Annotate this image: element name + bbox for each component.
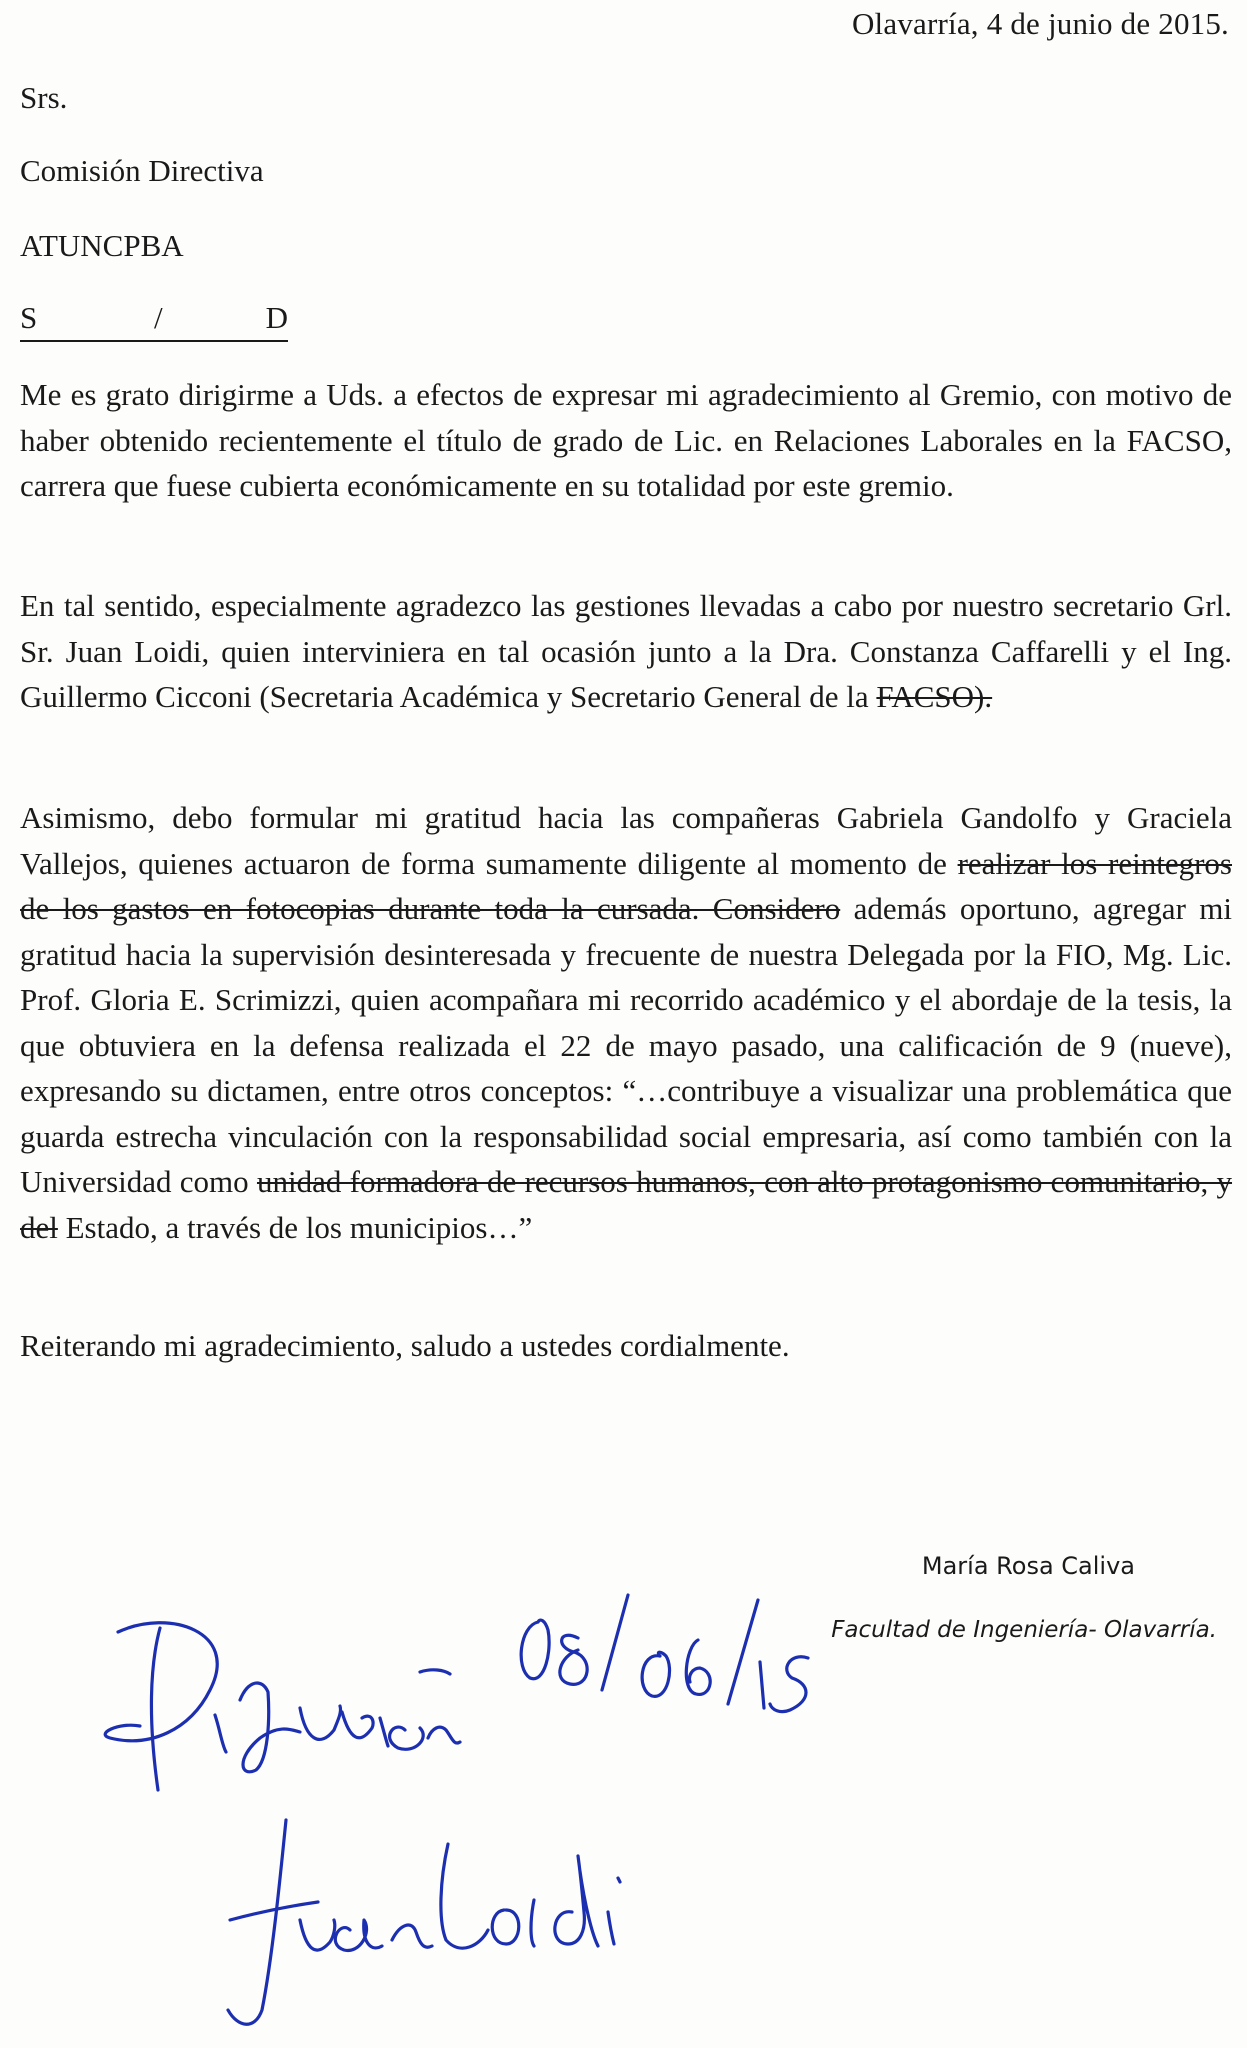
salutation: Srs. — [20, 80, 68, 115]
sd-d: D — [265, 300, 288, 335]
paragraph-3-text-c: Estado, a través de los municipios…” — [57, 1209, 533, 1245]
handwritten-difusion — [105, 1623, 460, 1790]
paragraph-3-struck-a: realizar los reintegros de los gastos en fotocopias durante toda la cursada. Considero — [20, 845, 1232, 926]
paragraph-3-struck-b: unidad formadora de recursos humanos, con alto protagonismo comunitario, y del — [20, 1164, 1233, 1245]
paragraph-3-text-a: Asimismo, debo formular mi gratitud hacia las compañeras Gabriela Gandolfo y Graciela Vallejos, quienes actuaron de forma sumamente diligente al momento de — [20, 800, 1232, 881]
letter-date: Olavarría, 4 de junio de 2015. — [851, 6, 1229, 41]
paragraph-3-text-b: además oportuno, agregar mi gratitud hacia la supervisión desinteresada y frecuente de nuestra Delegada por la FIO, Mg. Lic. Prof. Gloria E. Scrimizzi, quien acompañara mi recorrido académico y el abordaje de la tesis, la que obtuviera en la defensa realizada el 22 de mayo pasado, una calificación de 9 (nueve), expresando su dictamen, entre otros conceptos: “…contribuye a visualizar una problemática que guarda estrecha vinculación con la responsabilidad social empresaria, así como también con la Universidad como — [20, 891, 1232, 1199]
sd-slash: / — [154, 300, 163, 335]
signature-faculty: Facultad de Ingeniería- Olavarría. — [831, 1617, 1217, 1643]
paragraph-4: Reiterando mi agradecimiento, saludo a ustedes cordialmente. — [20, 1328, 790, 1363]
sd-s: S — [20, 300, 38, 335]
handwritten-signature — [228, 1820, 620, 2024]
handwritten-date — [521, 1595, 808, 1712]
paragraph-1: Me es grato dirigirme a Uds. a efectos de expresar mi agradecimiento al Gremio, con motivo de haber obtenido recientemente el título de grado de Lic. en Relaciones Laborales en la FACSO, carrera que fuese cubierta económicamente en su totalidad por este gremio. — [20, 377, 1232, 503]
paragraph-2-struck: FACSO). — [876, 679, 993, 714]
paragraph-2-text: En tal sentido, especialmente agradezco las gestiones llevadas a cabo por nuestro secretario Grl. Sr. Juan Loidi, quien interviniera en tal ocasión junto a la Dra. Constanza Caffarelli y el Ing. Guillermo Cicconi (Secretaria Académica y Secretario General de la — [20, 588, 1232, 714]
recipient-line-1: Comisión Directiva — [20, 153, 264, 188]
recipient-line-2: ATUNCPBA — [20, 228, 184, 263]
signature-name: María Rosa Caliva — [921, 1552, 1135, 1580]
